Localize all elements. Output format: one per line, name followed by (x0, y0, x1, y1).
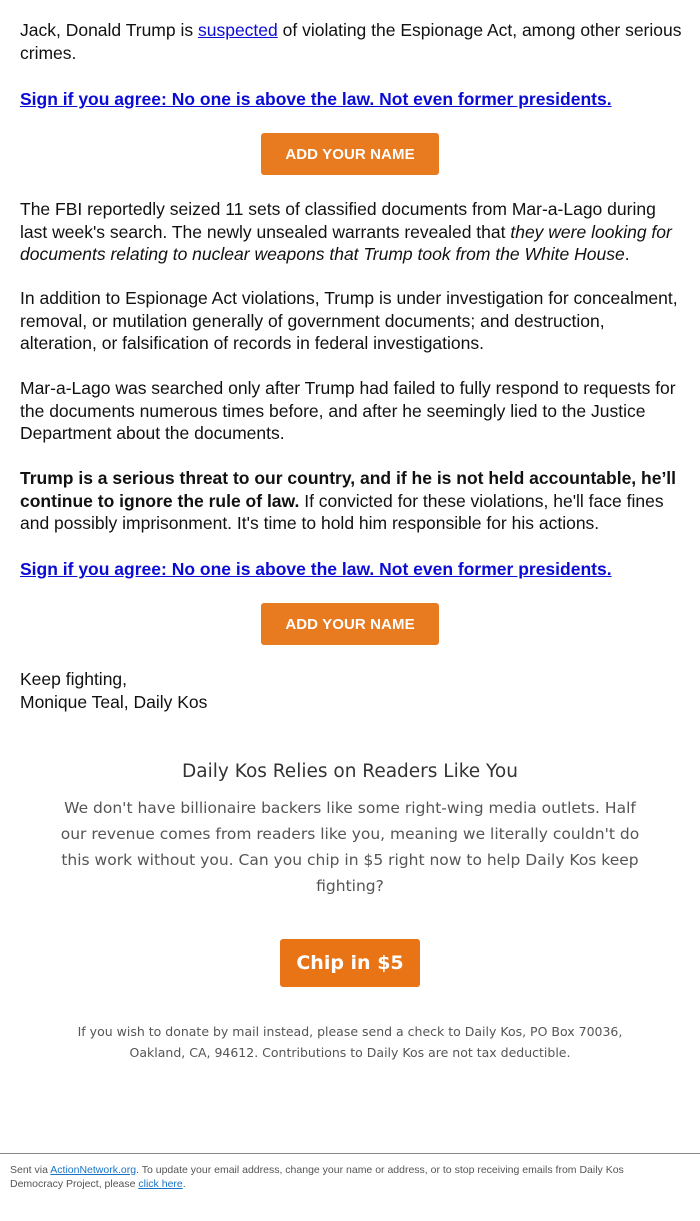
fbi-paragraph (20, 198, 684, 266)
footer-text-end: . (182, 1177, 186, 1190)
appeal-title: Daily Kos Relies on Readers Like You (182, 761, 518, 782)
suspected-link[interactable]: suspected (197, 20, 278, 40)
threat-bold-text: Trump is a serious threat to our country, and if he is not held accountable, he’ll continue to ignore the rule of law. (20, 468, 677, 511)
add-your-name-button-bottom[interactable]: ADD YOUR NAME (261, 603, 439, 645)
footer-sent-via: Sent via (10, 1164, 51, 1176)
footer-text: . To update your email address, change your name or address, or to stop receiving emails from Daily Kos Democracy Project, please (10, 1164, 624, 1190)
intro-text-end: of violating the Espionage Act, among other serious crimes. (20, 20, 682, 63)
sign-petition-link-bottom[interactable]: Sign if you agree: No one is above the law. Not even former presidents. (20, 559, 612, 579)
unsubscribe-link[interactable]: click here (138, 1177, 183, 1190)
signature: Monique Teal, Daily Kos (20, 691, 208, 712)
search-paragraph: Mar-a-Lago was searched only after Trump had failed to fully respond to requests for the documents numerous times before, and after he seemingly lied to the Justice Department about the documents. (20, 378, 676, 444)
donate-by-mail-note: If you wish to donate by mail instead, please send a check to Daily Kos, PO Box 70036, Oakland, CA, 94612. Contributions to Daily Kos are not tax deductible. (77, 1024, 623, 1060)
footer (10, 1164, 670, 1191)
sign-link-container-top (20, 88, 684, 110)
intro-paragraph (20, 19, 684, 64)
sign-petition-link-top[interactable]: Sign if you agree: No one is above the law. Not even former presidents. (20, 89, 612, 109)
threat-paragraph (20, 467, 684, 535)
sign-link-container-bottom (20, 558, 684, 580)
action-network-link[interactable]: ActionNetwork.org (50, 1164, 137, 1176)
investigation-paragraph: In addition to Espionage Act violations, Trump is under investigation for concealment, removal, or mutilation generally of government documents; and destruction, alteration, or falsification of records in federal investigations. (20, 288, 678, 354)
threat-text: If convicted for these violations, he'll face fines and possibly imprisonment. It's time to hold him responsible for his actions. (20, 490, 664, 534)
signoff (20, 668, 684, 713)
appeal-body: We don't have billionaire backers like some right-wing media outlets. Half our revenue comes from readers like you, meaning we literally couldn't do this work without you. Can you chip in $5 right now to help Daily Kos keep fighting? (60, 799, 640, 895)
fbi-text: The FBI reportedly seized 11 sets of classified documents from Mar-a-Lago during last week's search. The newly unsealed warrants revealed that (20, 199, 656, 242)
fbi-text-end: . (624, 244, 630, 265)
intro-text-start: Jack, Donald Trump is (20, 20, 198, 40)
footer-divider (0, 1153, 700, 1154)
fbi-italic-text: they were looking for documents relating to nuclear weapons that Trump took from the White House (20, 221, 672, 265)
add-your-name-button-top[interactable]: ADD YOUR NAME (261, 133, 439, 175)
signoff-line: Keep fighting, (20, 669, 128, 689)
chip-in-button[interactable]: Chip in $5 (280, 939, 420, 987)
